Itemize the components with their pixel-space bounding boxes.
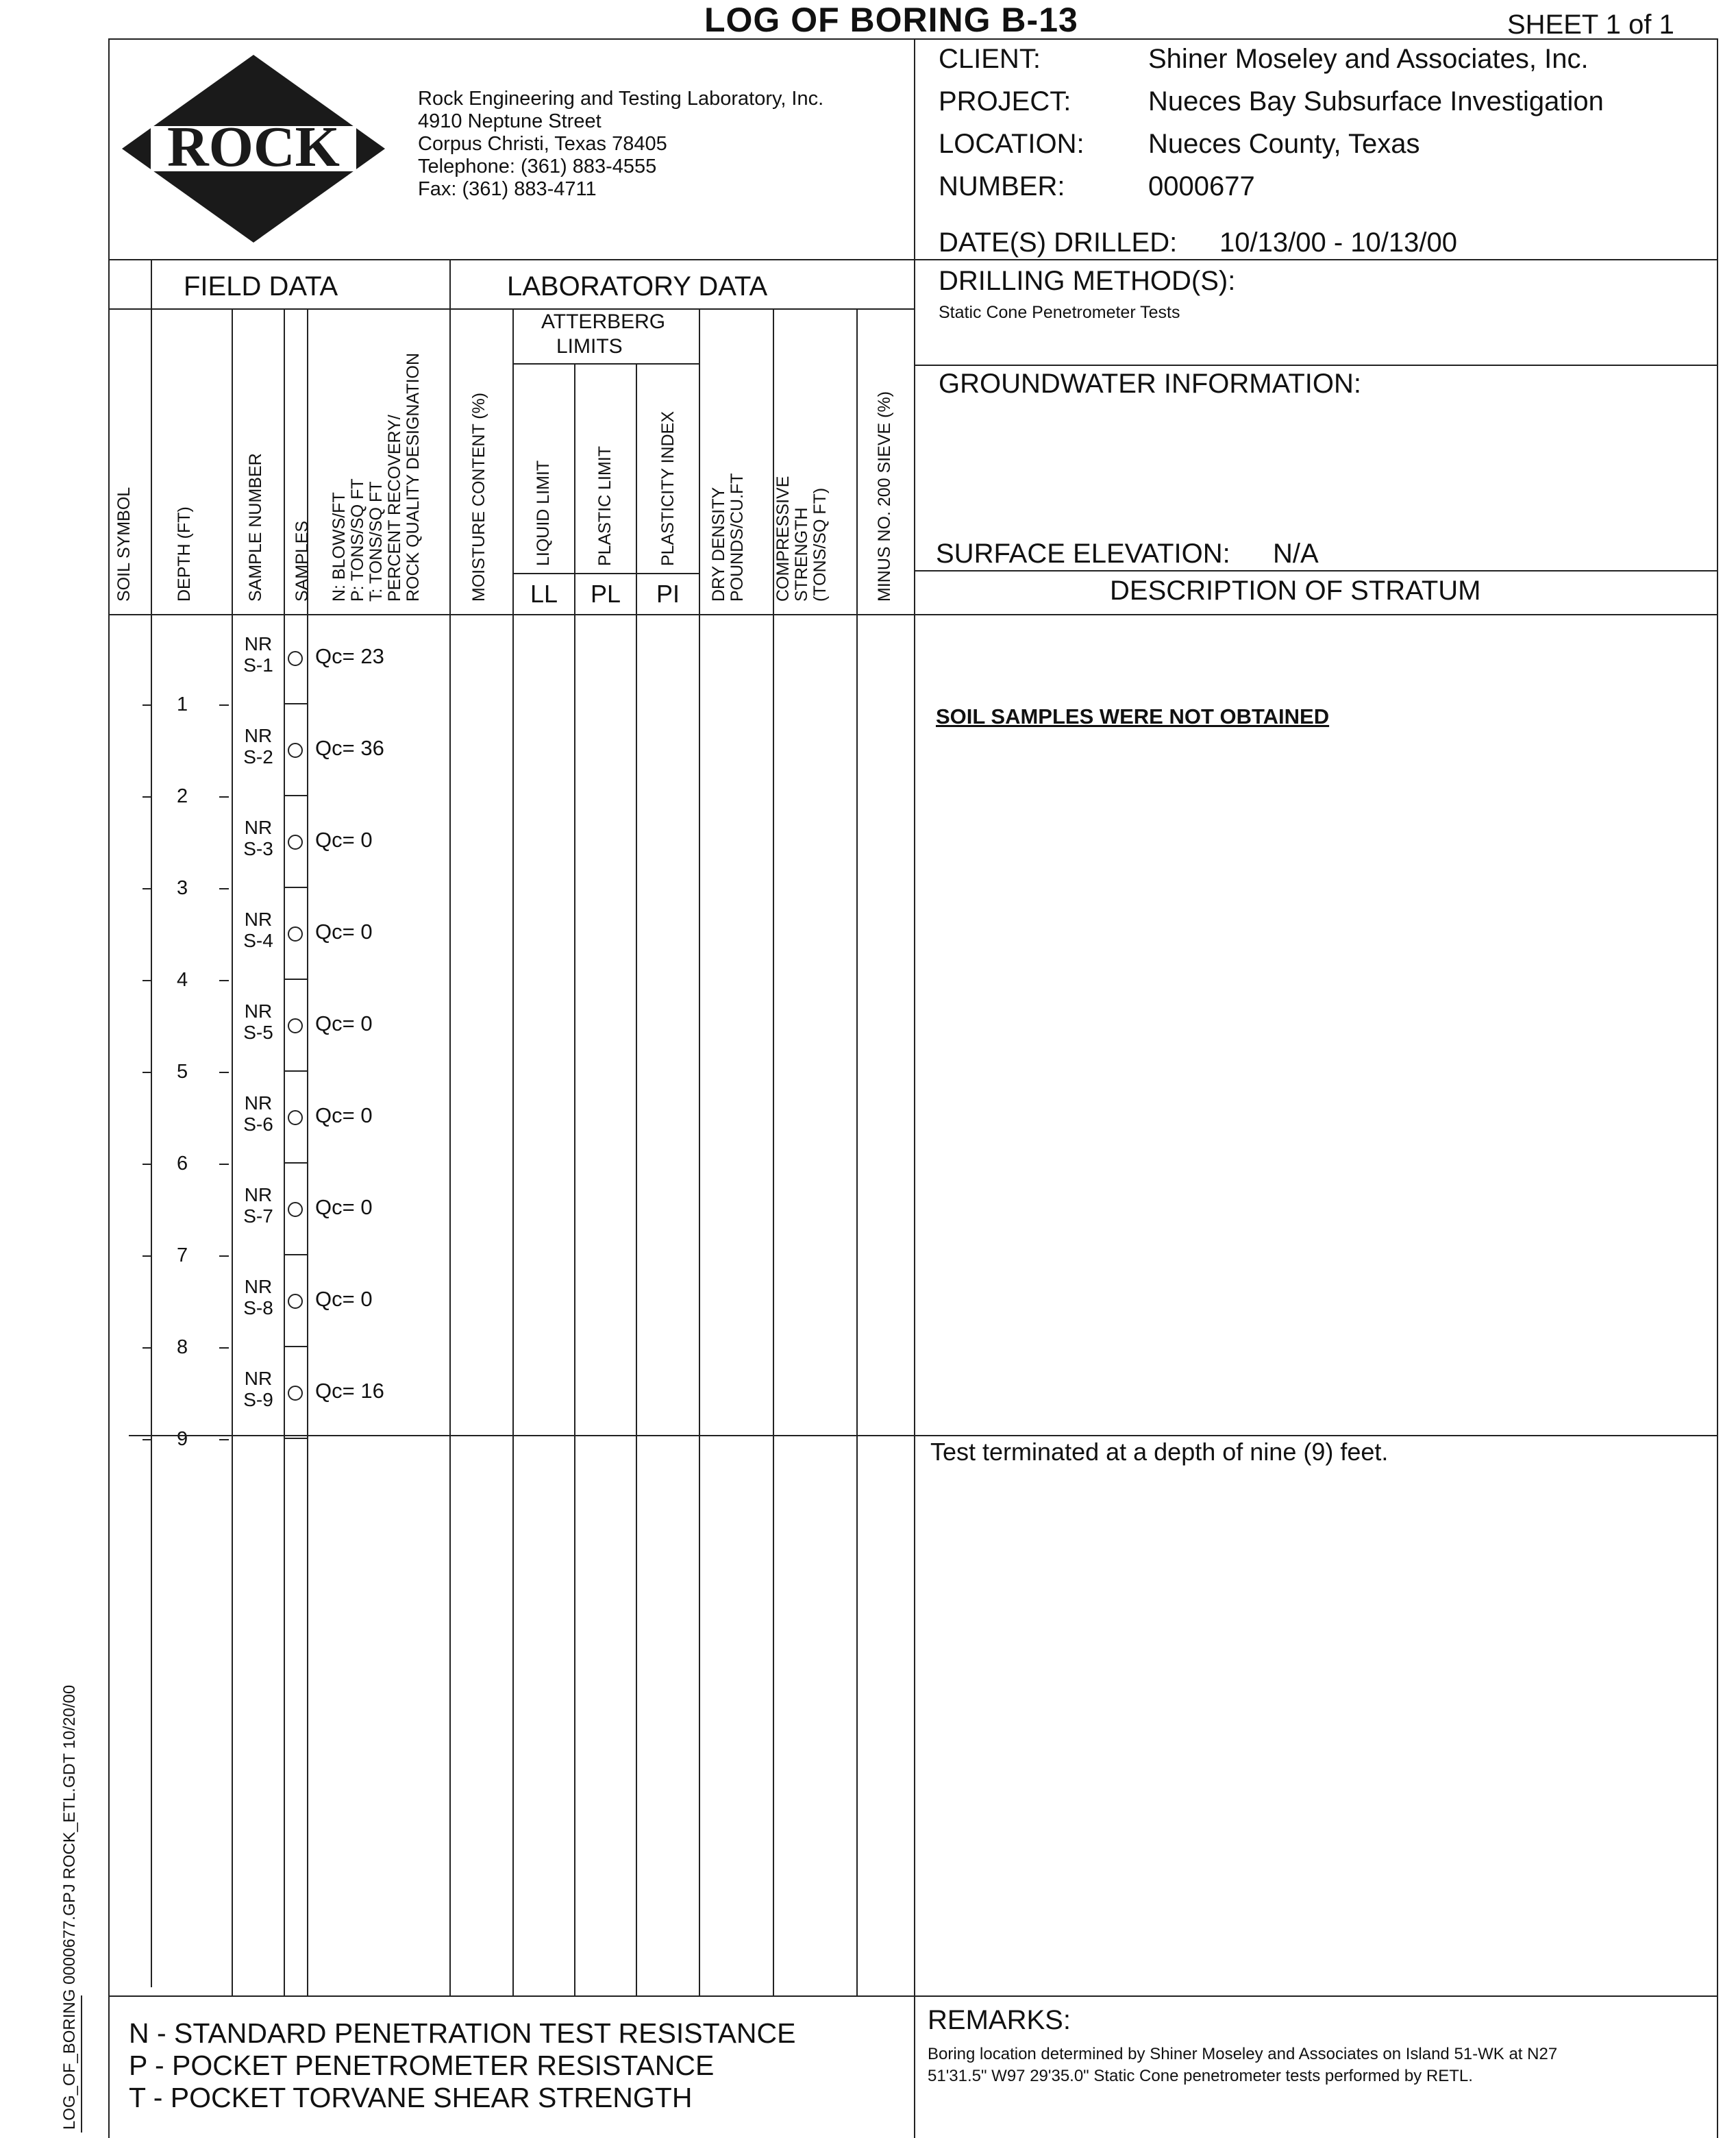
ll-label: LL (530, 580, 558, 608)
termination-line (129, 1435, 1717, 1436)
sample-number: NR S-9 (243, 1368, 273, 1410)
pl-label: PL (591, 580, 621, 608)
soil-symbol-header: SOIL SYMBOL (114, 487, 134, 602)
depth-tick-left (142, 1255, 152, 1257)
remarks-text: Boring location determined by Shiner Moseley and Associates on Island 51-WK at N27 51'31.5" W97 29'35.0" Static Cone penetrometer tests performed by RETL. (928, 2045, 1558, 2085)
depth-tick-left (142, 980, 152, 981)
compressive-header: COMPRESSIVE STRENGTH (TONS/SQ FT) (773, 476, 830, 602)
sample-number: NR S-3 (243, 817, 273, 859)
depth-tick-right (219, 1347, 229, 1349)
lab-data-header: LABORATORY DATA (507, 271, 768, 302)
sample-number: NR S-2 (243, 725, 273, 767)
sample-circle-icon (288, 1110, 303, 1125)
number-label: NUMBER: (939, 171, 1065, 201)
stratum-header: DESCRIPTION OF STRATUM (1110, 576, 1481, 606)
company-fax: Fax: (361) 883-4711 (418, 178, 597, 200)
depth-tick-right (219, 980, 229, 981)
depth-label: 7 (177, 1244, 188, 1266)
depth-label: 3 (177, 877, 188, 899)
col-line-7 (574, 363, 575, 1995)
sample-circle-icon (288, 1202, 303, 1217)
log-title: LOG OF BORING B-13 (704, 1, 1078, 39)
blows-header: N: BLOWS/FT P: TONS/SQ FT T: TONS/SQ FT PERCENT RECOVERY/ ROCK QUALITY DESIGNATION (330, 352, 423, 602)
col-line-8 (636, 363, 637, 1995)
sample-separator (284, 979, 307, 980)
sample-number: NR S-1 (243, 633, 273, 676)
depth-tick-right (219, 1439, 229, 1440)
pi-label: PI (656, 580, 680, 608)
legend-n: N - STANDARD PENETRATION TEST RESISTANCE (129, 2017, 796, 2049)
drilling-label: DRILLING METHOD(S): (939, 266, 1236, 296)
sample-number: NR S-7 (243, 1184, 273, 1227)
depth-tick-right (219, 1255, 229, 1257)
location-label: LOCATION: (939, 129, 1084, 159)
depth-tick-left (142, 888, 152, 889)
sample-separator (284, 795, 307, 796)
dates-label: DATE(S) DRILLED: (939, 228, 1178, 258)
header-divider (108, 259, 1717, 260)
atterberg-label: ATTERBERG (541, 310, 666, 333)
qc-value: Qc= 16 (315, 1379, 384, 1403)
frame-mid (914, 38, 915, 2138)
legend (129, 2017, 796, 2114)
legend-p: P - POCKET PENETROMETER RESISTANCE (129, 2050, 715, 2081)
stratum-note: SOIL SAMPLES WERE NOT OBTAINED (936, 704, 1330, 728)
depth-tick-right (219, 1072, 229, 1073)
frame-right (1717, 38, 1718, 2138)
field-lab-divider (449, 259, 451, 308)
ll-pl-pi-divider (512, 573, 699, 574)
company-phone: Telephone: (361) 883-4555 (418, 156, 657, 177)
col-line-9 (699, 308, 700, 1995)
qc-value: Qc= 36 (315, 736, 384, 760)
col-line-3 (284, 308, 285, 1995)
drilling-value: Static Cone Penetrometer Tests (939, 303, 1180, 322)
sample-number: NR S-8 (243, 1276, 273, 1318)
depth-label: 6 (177, 1153, 188, 1175)
minus200-header: MINUS NO. 200 SIEVE (%) (875, 391, 894, 602)
qc-value: Qc= 23 (315, 644, 384, 668)
legend-t: T - POCKET TORVANE SHEAR STRENGTH (129, 2082, 693, 2113)
sample-circle-icon (288, 1294, 303, 1309)
sample-number: NR S-5 (243, 1000, 273, 1043)
sample-separator (284, 1438, 307, 1439)
sample-separator (284, 1070, 307, 1072)
company-logo (116, 49, 390, 248)
depth-tick-left (142, 1072, 152, 1073)
depth-label: 1 (177, 693, 188, 715)
qc-value: Qc= 0 (315, 1011, 373, 1035)
depth-tick-left (142, 1164, 152, 1165)
sample-separator (284, 1162, 307, 1164)
side-frame (81, 1995, 82, 2133)
samples-header: SAMPLES (293, 520, 312, 602)
elevation-divider (914, 570, 1717, 572)
moisture-header: MOISTURE CONTENT (%) (469, 392, 488, 602)
depth-label: 2 (177, 785, 188, 807)
sample-circle-icon (288, 926, 303, 942)
qc-value: Qc= 0 (315, 1195, 373, 1219)
groundwater-label: GROUNDWATER INFORMATION: (939, 369, 1361, 399)
sample-separator (284, 703, 307, 704)
depth-label: 8 (177, 1336, 188, 1358)
sample-number-header: SAMPLE NUMBER (246, 453, 265, 602)
company-street: 4910 Neptune Street (418, 110, 602, 132)
company-city: Corpus Christi, Texas 78405 (418, 133, 667, 155)
company-name: Rock Engineering and Testing Laboratory, Inc. (418, 88, 824, 110)
project-value: Nueces Bay Subsurface Investigation (1148, 86, 1604, 116)
file-reference: LOG_OF_BORING 0000677.GPJ ROCK_ETL.GDT 10/20/00 (60, 1684, 79, 2130)
col-line-5 (449, 308, 451, 1995)
client-value: Shiner Moseley and Associates, Inc. (1148, 44, 1589, 74)
depth-tick-right (219, 888, 229, 889)
legend-top (108, 1995, 1717, 1997)
location-value: Nueces County, Texas (1148, 129, 1420, 159)
field-data-header: FIELD DATA (184, 271, 338, 302)
depth-tick-left (142, 796, 152, 798)
qc-value: Qc= 0 (315, 828, 373, 852)
frame-left (108, 38, 110, 2138)
sample-separator (284, 1254, 307, 1255)
depth-tick-right (219, 1164, 229, 1165)
sample-number: NR S-4 (243, 909, 273, 951)
limits-label: LIMITS (556, 335, 623, 358)
depth-tick-left (142, 1439, 152, 1440)
sample-number: NR S-6 (243, 1092, 273, 1135)
field-divider-a (151, 259, 152, 308)
client-label: CLIENT: (939, 44, 1041, 74)
drilling-divider (914, 365, 1717, 366)
frame-top (108, 38, 1717, 40)
col-line-6 (512, 308, 514, 1995)
depth-label: 9 (177, 1428, 188, 1450)
qc-value: Qc= 0 (315, 1103, 373, 1127)
logo-text: ROCK (167, 115, 340, 179)
sample-separator (284, 1346, 307, 1347)
termination-text: Test terminated at a depth of nine (9) feet. (930, 1438, 1389, 1466)
depth-label: 4 (177, 969, 188, 991)
depth-label: 5 (177, 1061, 188, 1083)
col-line-11 (856, 308, 858, 1995)
qc-value: Qc= 0 (315, 920, 373, 944)
table-header-bottom (108, 614, 1717, 615)
dry-density-header: DRY DENSITY POUNDS/CU.FT (709, 473, 747, 602)
sample-circle-icon (288, 1018, 303, 1033)
depth-header: DEPTH (FT) (175, 506, 194, 602)
depth-tick-left (142, 1347, 152, 1349)
plastic-limit-header: PLASTIC LIMIT (595, 445, 615, 566)
liquid-limit-header: LIQUID LIMIT (534, 460, 553, 566)
plasticity-index-header: PLASTICITY INDEX (658, 411, 678, 566)
col-line-2 (232, 308, 233, 1995)
sample-circle-icon (288, 835, 303, 850)
depth-tick-right (219, 796, 229, 798)
sample-circle-icon (288, 651, 303, 666)
section-divider (108, 308, 914, 310)
depth-tick-left (142, 704, 152, 706)
qc-value: Qc= 0 (315, 1287, 373, 1311)
atterberg-divider (512, 363, 699, 365)
col-line-1 (151, 308, 152, 1987)
elevation-value: N/A (1273, 539, 1319, 569)
sheet-number: SHEET 1 of 1 (1507, 10, 1674, 40)
sample-separator (284, 887, 307, 888)
company-address (418, 88, 823, 201)
sample-circle-icon (288, 743, 303, 758)
number-value: 0000677 (1148, 171, 1255, 201)
depth-tick-right (219, 704, 229, 706)
sample-circle-icon (288, 1386, 303, 1401)
remarks-label: REMARKS: (928, 2005, 1071, 2035)
dates-value: 10/13/00 - 10/13/00 (1219, 228, 1457, 258)
elevation-label: SURFACE ELEVATION: (936, 539, 1230, 569)
project-label: PROJECT: (939, 86, 1071, 116)
